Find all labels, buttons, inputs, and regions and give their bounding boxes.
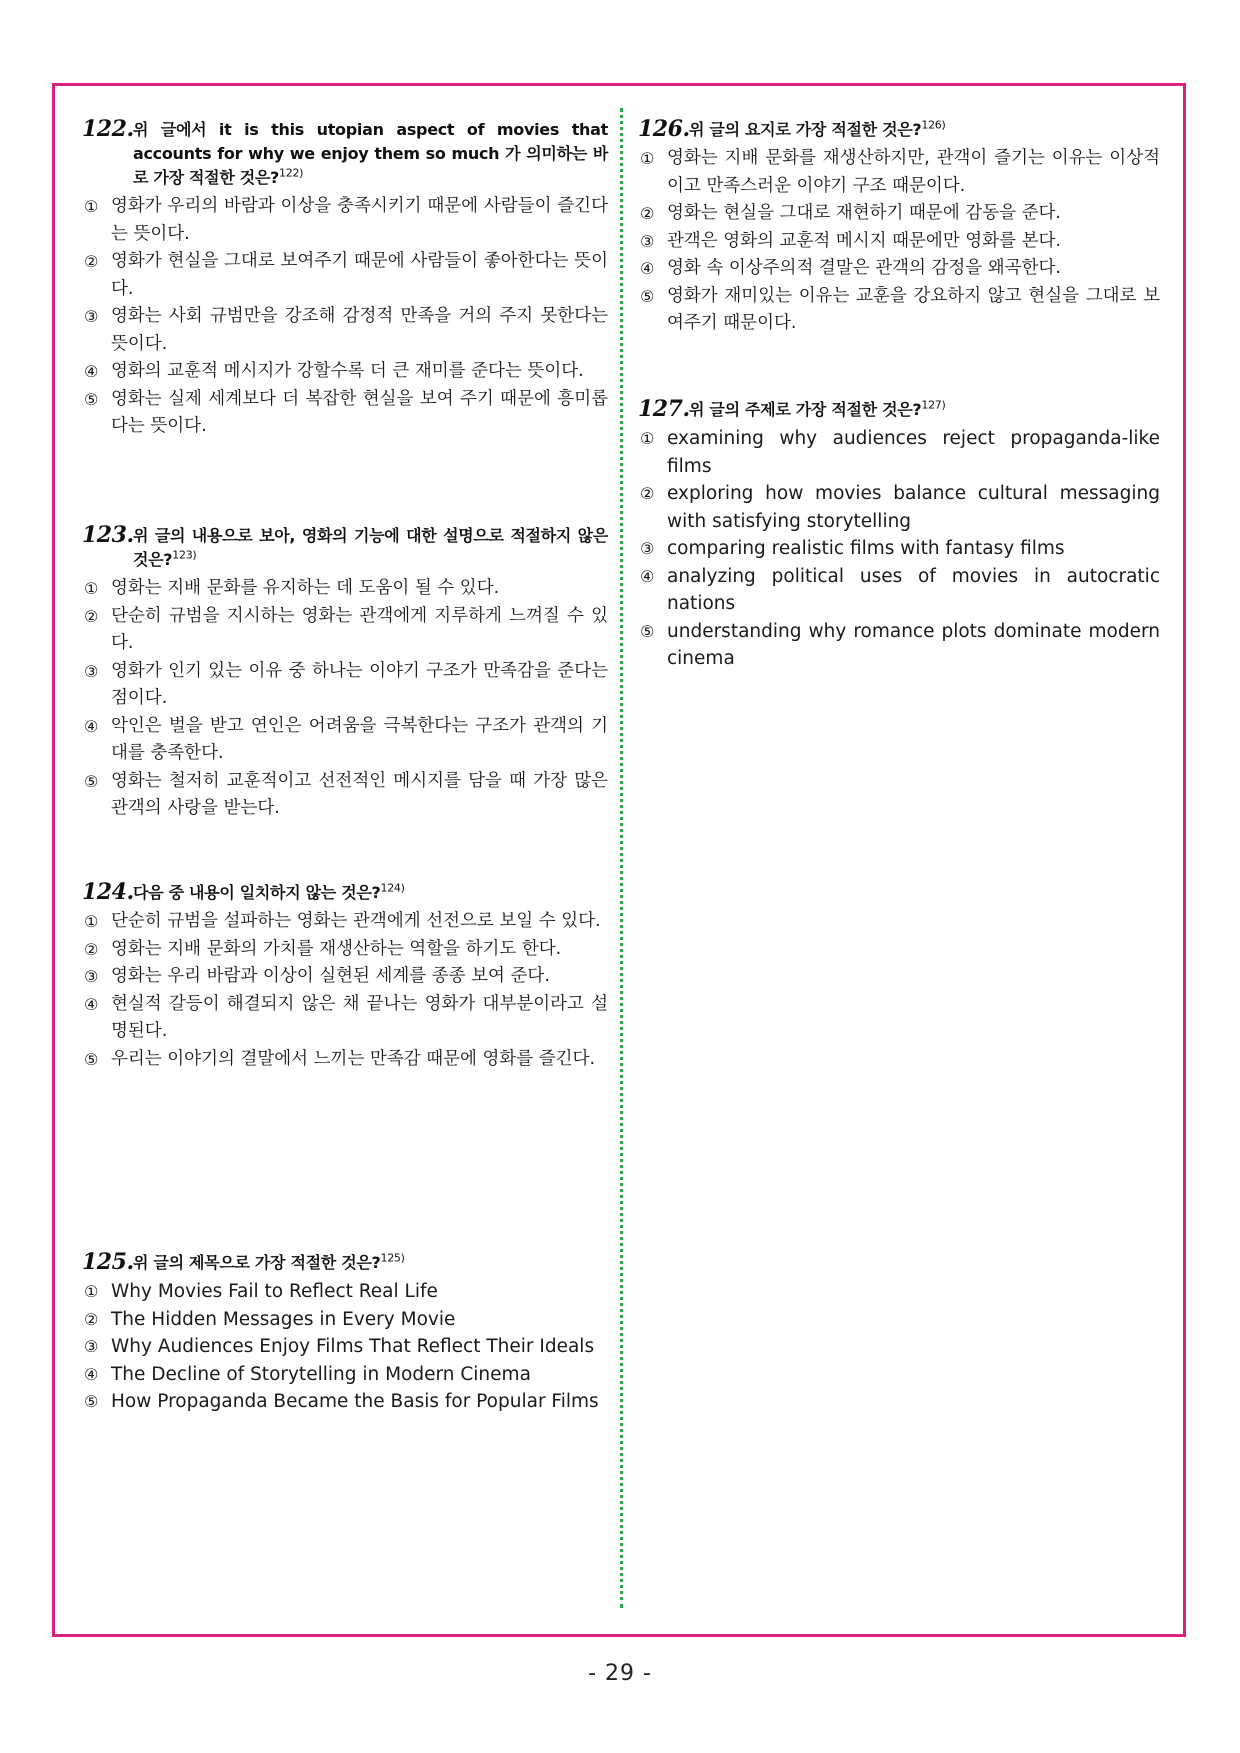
option-1[interactable]: ① 단순히 규범을 설파하는 영화는 관객에게 선전으로 보일 수 있다.	[84, 911, 601, 931]
page-number: - 29 -	[588, 1661, 652, 1686]
option-2[interactable]: ② 단순히 규범을 지시하는 영화는 관객에게 지루하게 느껴질 수 있다.	[84, 605, 608, 653]
question-124	[82, 881, 608, 1073]
option-3[interactable]: ③ comparing realistic films with fantasy films	[640, 538, 1065, 559]
option-2[interactable]: ② exploring how movies balance cultural messaging with satisfying storytelling	[640, 483, 1160, 532]
option-list	[82, 193, 608, 441]
option-2[interactable]: ② 영화는 현실을 그대로 재현하기 때문에 감동을 준다.	[640, 203, 1061, 223]
option-4[interactable]: ④ analyzing political uses of movies in autocratic nations	[640, 565, 1160, 614]
question-122	[82, 118, 608, 441]
option-3[interactable]: ③ 영화는 사회 규범만을 강조해 감정적 만족을 거의 주지 못한다는 뜻이다.	[84, 306, 608, 354]
option-5[interactable]: ⑤ 영화가 재미있는 이유는 교훈을 강요하지 않고 현실을 그대로 보여주기 때문이다.	[640, 285, 1160, 333]
footnote-ref: 123)	[172, 548, 197, 562]
question-number: 122.	[82, 116, 134, 142]
option-1[interactable]: ① 영화는 지배 문화를 재생산하지만, 관객이 즐기는 이유는 이상적이고 만족스러운 이야기 구조 때문이다.	[640, 148, 1160, 196]
question-text: 위 글의 주제로 가장 적절한 것은?	[689, 400, 922, 419]
column-divider	[620, 108, 623, 1608]
option-5[interactable]: ⑤ 우리는 이야기의 결말에서 느끼는 만족감 때문에 영화를 즐긴다.	[84, 1048, 596, 1069]
option-1[interactable]: ① 영화가 우리의 바람과 이상을 충족시키기 때문에 사람들이 즐긴다는 뜻이다.	[84, 196, 608, 244]
option-list	[638, 425, 1160, 673]
option-1[interactable]: ① Why Movies Fail to Reflect Real Life	[84, 1281, 438, 1302]
option-2[interactable]: ② 영화는 지배 문화의 가치를 재생산하는 역할을 하기도 한다.	[84, 938, 562, 959]
option-3[interactable]: ③ 영화는 우리 바람과 이상이 실현된 세계를 종종 보여 준다.	[84, 966, 550, 986]
footnote-ref: 125)	[380, 1251, 405, 1265]
question-126	[638, 118, 1160, 338]
question-header	[82, 524, 608, 572]
option-4[interactable]: ④ The Decline of Storytelling in Modern Cinema	[84, 1363, 531, 1385]
footnote-ref: 127)	[921, 398, 946, 412]
question-123	[82, 524, 608, 823]
option-3[interactable]: ③ Why Audiences Enjoy Films That Reflect Their Ideals	[84, 1336, 595, 1357]
footnote-ref: 122)	[279, 166, 304, 180]
option-1[interactable]: ① 영화는 지배 문화를 유지하는 데 도움이 될 수 있다.	[84, 578, 500, 598]
option-5[interactable]: ⑤ 영화는 실제 세계보다 더 복잡한 현실을 보여 주기 때문에 흥미롭다는 뜻이다.	[84, 388, 608, 436]
question-header	[82, 881, 608, 905]
question-125	[82, 1251, 608, 1416]
question-number: 124.	[82, 879, 134, 905]
option-5[interactable]: ⑤ understanding why romance plots dominate modern cinema	[640, 620, 1160, 669]
option-5[interactable]: ⑤ 영화는 철저히 교훈적이고 선전적인 메시지를 담을 때 가장 많은 관객의 사랑을 받는다.	[84, 770, 608, 818]
question-number: 126.	[638, 116, 690, 142]
option-5[interactable]: ⑤ How Propaganda Became the Basis for Popular Films	[84, 1391, 599, 1412]
question-number: 125.	[82, 1249, 134, 1275]
question-header	[638, 118, 1160, 142]
option-list	[82, 575, 608, 823]
option-list	[638, 145, 1160, 338]
question-text: 위 글에서 it is this utopian aspect of movies that accounts for why we enjoy them so much 가 의미하는 바로 가장 적절한 것은?	[133, 120, 608, 187]
question-number: 127.	[638, 396, 690, 422]
question-number: 123.	[82, 522, 134, 548]
option-2[interactable]: ② The Hidden Messages in Every Movie	[84, 1308, 456, 1330]
footnote-ref: 124)	[380, 881, 405, 895]
question-header	[82, 1251, 608, 1275]
option-list	[82, 1278, 608, 1416]
question-127	[638, 398, 1160, 673]
option-3[interactable]: ③ 관객은 영화의 교훈적 메시지 때문에만 영화를 본다.	[640, 230, 1061, 251]
option-4[interactable]: ④ 악인은 벌을 받고 연인은 어려움을 극복한다는 구조가 관객의 기대를 충족한다.	[84, 715, 608, 763]
option-4[interactable]: ④ 영화 속 이상주의적 결말은 관객의 감정을 왜곡한다.	[640, 258, 1061, 278]
option-4[interactable]: ④ 현실적 갈등이 해결되지 않은 채 끝나는 영화가 대부분이라고 설명된다.	[84, 993, 608, 1041]
option-list	[82, 908, 608, 1073]
option-1[interactable]: ① examining why audiences reject propaganda-like films	[640, 428, 1160, 477]
question-text: 위 글의 제목으로 가장 적절한 것은?	[133, 1253, 381, 1272]
question-text: 위 글의 요지로 가장 적절한 것은?	[689, 120, 922, 139]
option-4[interactable]: ④ 영화의 교훈적 메시지가 강할수록 더 큰 재미를 준다는 뜻이다.	[84, 361, 584, 381]
option-3[interactable]: ③ 영화가 인기 있는 이유 중 하나는 이야기 구조가 만족감을 준다는 점이다.	[84, 660, 608, 708]
question-text: 위 글의 내용으로 보아, 영화의 기능에 대한 설명으로 적절하지 않은 것은?	[133, 526, 608, 569]
option-2[interactable]: ② 영화가 현실을 그대로 보여주기 때문에 사람들이 좋아한다는 뜻이다.	[84, 251, 608, 299]
footnote-ref: 126)	[921, 118, 946, 132]
question-header	[82, 118, 608, 190]
question-header	[638, 398, 1160, 422]
question-text: 다음 중 내용이 일치하지 않는 것은?	[133, 883, 381, 902]
